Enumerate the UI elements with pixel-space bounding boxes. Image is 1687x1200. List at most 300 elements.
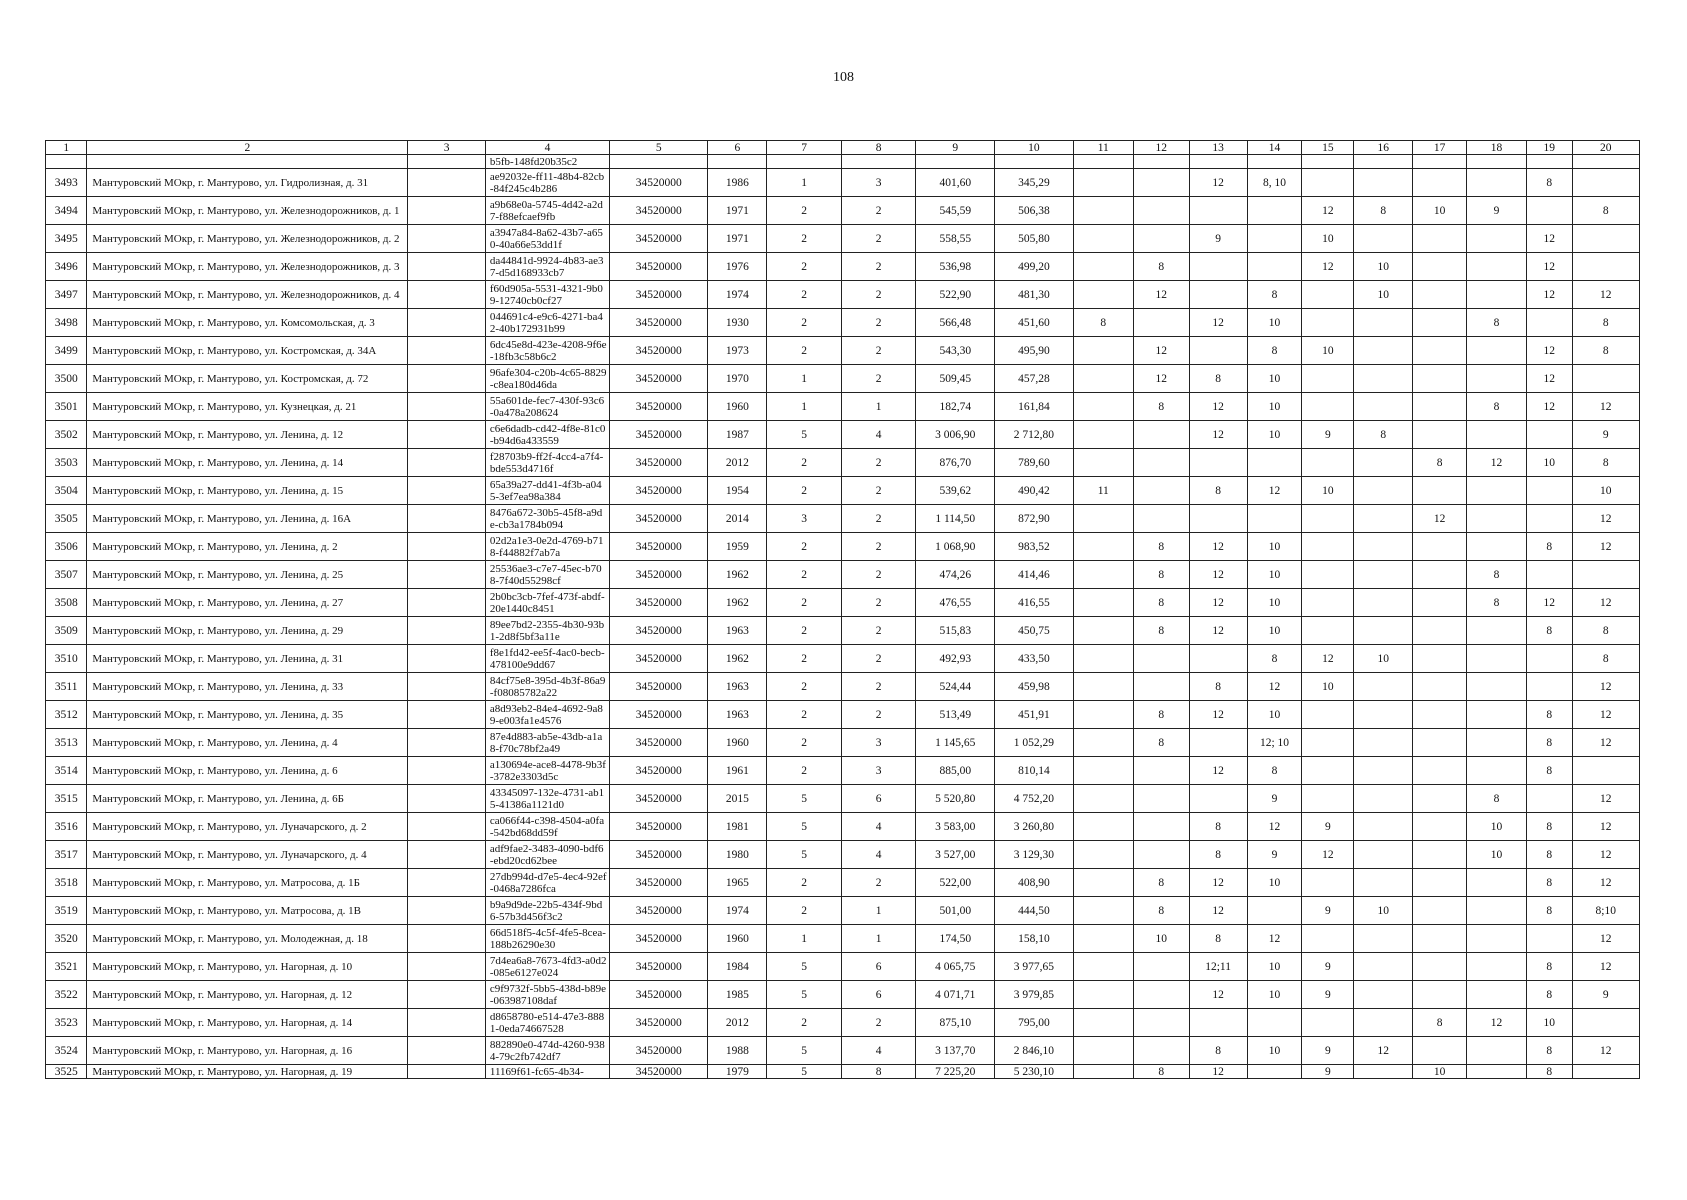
total-area: 513,49 [916,701,995,729]
build-year: 1960 [708,925,767,953]
cell [408,729,486,757]
cell-c14 [1247,1065,1302,1079]
cell [408,505,486,533]
column-number: 10 [995,141,1074,155]
living-area: 983,52 [995,533,1074,561]
cell-c13: 12 [1189,1065,1247,1079]
cell-c13: 8 [1189,813,1247,841]
cell-c20: 8 [1572,617,1639,645]
total-area: 545,59 [916,197,995,225]
empty-cell [916,155,995,169]
cell-c19 [1527,197,1573,225]
cell-c20 [1572,1009,1639,1037]
oktmo-code: 34520000 [610,617,708,645]
cell-c13: 12 [1189,617,1247,645]
column-number: 8 [841,141,916,155]
oktmo-code: 34520000 [610,673,708,701]
fias-guid: 66d518f5-4c5f-4fe5-8cea-188b26290e30 [485,925,609,953]
total-area: 539,62 [916,477,995,505]
cell-c15: 9 [1302,897,1354,925]
cell-c13: 12;11 [1189,953,1247,981]
column-number: 5 [610,141,708,155]
living-area: 3 260,80 [995,813,1074,841]
address: Мантуровский МОкр, г. Мантурово, ул. Ленина, д. 27 [87,589,408,617]
cell-c16 [1354,701,1413,729]
total-area: 876,70 [916,449,995,477]
cell-c16 [1354,953,1413,981]
cell [408,1065,486,1079]
cell-c18 [1467,1065,1527,1079]
empty-cell [1572,155,1639,169]
cell-c7: 5 [767,421,842,449]
cell-c20: 12 [1572,841,1639,869]
row-number: 3504 [46,477,87,505]
cell-c20: 12 [1572,589,1639,617]
build-year: 1974 [708,897,767,925]
cell-c11 [1073,617,1133,645]
fias-guid: f60d905a-5531-4321-9b09-12740cb0cf27 [485,281,609,309]
cell [408,673,486,701]
cell [408,757,486,785]
table-row [46,589,1640,617]
cell-c15 [1302,589,1354,617]
cell-c12: 8 [1133,897,1189,925]
total-area: 476,55 [916,589,995,617]
cell-c18 [1467,981,1527,1009]
cell-c20: 12 [1572,729,1639,757]
address: Мантуровский МОкр, г. Мантурово, ул. Железнодорожников, д. 2 [87,225,408,253]
living-area: 810,14 [995,757,1074,785]
cell-c19: 8 [1527,169,1573,197]
total-area: 522,00 [916,869,995,897]
living-area: 872,90 [995,505,1074,533]
cell-c15 [1302,729,1354,757]
cell-c18: 10 [1467,841,1527,869]
cell-c14: 12 [1247,477,1302,505]
total-area: 1 114,50 [916,505,995,533]
address: Мантуровский МОкр, г. Мантурово, ул. Нагорная, д. 16 [87,1037,408,1065]
cell [408,533,486,561]
fias-guid: b9a9d9de-22b5-434f-9bd6-57b3d456f3c2 [485,897,609,925]
cell [408,561,486,589]
cell-c8: 2 [841,309,916,337]
address: Мантуровский МОкр, г. Мантурово, ул. Матросова, д. 1Б [87,869,408,897]
oktmo-code: 34520000 [610,785,708,813]
column-number: 15 [1302,141,1354,155]
cell-c14: 8, 10 [1247,169,1302,197]
total-area: 4 071,71 [916,981,995,1009]
cell-c17 [1413,785,1467,813]
living-area: 490,42 [995,477,1074,505]
row-number: 3511 [46,673,87,701]
cell-c12 [1133,645,1189,673]
cell-c8: 2 [841,477,916,505]
address: Мантуровский МОкр, г. Мантурово, ул. Ленина, д. 25 [87,561,408,589]
total-area: 3 006,90 [916,421,995,449]
address: Мантуровский МОкр, г. Мантурово, ул. Молодежная, д. 18 [87,925,408,953]
cell-c18 [1467,925,1527,953]
table-row [46,869,1640,897]
cell-c8: 2 [841,225,916,253]
cell-c16 [1354,365,1413,393]
cell-c14: 10 [1247,365,1302,393]
column-number: 13 [1189,141,1247,155]
cell-c13: 12 [1189,869,1247,897]
oktmo-code: 34520000 [610,925,708,953]
fias-guid: c6e6dadb-cd42-4f8e-81c0-b94d6a433559 [485,421,609,449]
table-row [46,561,1640,589]
cell-c7: 2 [767,253,842,281]
cell-c7: 2 [767,281,842,309]
cell-c7: 5 [767,813,842,841]
cell-c20: 9 [1572,981,1639,1009]
cell-c13 [1189,197,1247,225]
table-row [46,225,1640,253]
cell-c13: 8 [1189,365,1247,393]
cell-c14: 8 [1247,281,1302,309]
cell-c16 [1354,449,1413,477]
table-row [46,253,1640,281]
fias-guid: 02d2a1e3-0e2d-4769-b718-f44882f7ab7a [485,533,609,561]
cell-c17 [1413,617,1467,645]
cell-c18 [1467,477,1527,505]
cell-c8: 4 [841,1037,916,1065]
address: Мантуровский МОкр, г. Мантурово, ул. Луначарского, д. 4 [87,841,408,869]
cell-c19 [1527,421,1573,449]
fias-guid: c9f9732f-5bb5-438d-b89e-063987108daf [485,981,609,1009]
row-number: 3495 [46,225,87,253]
column-number-header [46,141,1640,155]
cell-c17 [1413,841,1467,869]
empty-cell [1354,155,1413,169]
oktmo-code: 34520000 [610,253,708,281]
total-area: 401,60 [916,169,995,197]
fias-guid: a8d93eb2-84e4-4692-9a89-e003fa1e4576 [485,701,609,729]
fias-guid: 43345097-132e-4731-ab15-41386a1121d0 [485,785,609,813]
address: Мантуровский МОкр, г. Мантурово, ул. Ленина, д. 12 [87,421,408,449]
empty-cell [87,155,408,169]
table-row [46,1009,1640,1037]
fias-guid: 7d4ea6a8-7673-4fd3-a0d2-085e6127e024 [485,953,609,981]
cell [408,449,486,477]
cell-c15: 9 [1302,953,1354,981]
cell-c11 [1073,1037,1133,1065]
cell-c15 [1302,505,1354,533]
table-row [46,197,1640,225]
build-year: 1976 [708,253,767,281]
address: Мантуровский МОкр, г. Мантурово, ул. Нагорная, д. 14 [87,1009,408,1037]
cell-c12: 8 [1133,869,1189,897]
cell-c11 [1073,673,1133,701]
cell-c12: 12 [1133,365,1189,393]
empty-cell [841,155,916,169]
cell-c14: 8 [1247,645,1302,673]
cell-c18 [1467,897,1527,925]
fias-guid: adf9fae2-3483-4090-bdf6-ebd20cd62bee [485,841,609,869]
table-row [46,449,1640,477]
build-year: 1985 [708,981,767,1009]
table-row [46,393,1640,421]
cell-c13: 12 [1189,421,1247,449]
row-number: 3494 [46,197,87,225]
fias-guid: ae92032e-ff11-48b4-82cb-84f245c4b286 [485,169,609,197]
row-number: 3501 [46,393,87,421]
total-area: 3 527,00 [916,841,995,869]
oktmo-code: 34520000 [610,309,708,337]
table-row [46,281,1640,309]
cell-c17 [1413,225,1467,253]
table-row [46,617,1640,645]
cell-c19: 8 [1527,701,1573,729]
cell-c16: 8 [1354,421,1413,449]
cell-c7: 2 [767,589,842,617]
address: Мантуровский МОкр, г. Мантурово, ул. Ленина, д. 35 [87,701,408,729]
cell-c12 [1133,505,1189,533]
cell-c12: 8 [1133,561,1189,589]
cell-c13 [1189,505,1247,533]
cell-c16: 8 [1354,197,1413,225]
oktmo-code: 34520000 [610,449,708,477]
row-number: 3510 [46,645,87,673]
cell-c20: 12 [1572,953,1639,981]
living-area: 451,60 [995,309,1074,337]
cell-c7: 2 [767,1009,842,1037]
cell-c12 [1133,477,1189,505]
cell-c14: 12 [1247,673,1302,701]
empty-cell [408,155,486,169]
cell-c7: 3 [767,505,842,533]
cell-c11 [1073,981,1133,1009]
cell-c18 [1467,225,1527,253]
oktmo-code: 34520000 [610,421,708,449]
cell-c18 [1467,505,1527,533]
cell-c17 [1413,1037,1467,1065]
fias-guid: ca066f44-c398-4504-a0fa-542bd68dd59f [485,813,609,841]
cell-c7: 1 [767,365,842,393]
fias-guid: 89ee7bd2-2355-4b30-93b1-2d8f5bf3a11e [485,617,609,645]
table-row [46,421,1640,449]
build-year: 1971 [708,225,767,253]
cell-c7: 2 [767,673,842,701]
cell-c8: 4 [841,421,916,449]
table-row [46,813,1640,841]
cell-c15: 9 [1302,1037,1354,1065]
cell-c20: 8 [1572,645,1639,673]
cell-c16 [1354,589,1413,617]
build-year: 2014 [708,505,767,533]
row-number: 3503 [46,449,87,477]
empty-cell [610,155,708,169]
cell-c20 [1572,757,1639,785]
cell-c11: 8 [1073,309,1133,337]
cell-c14: 10 [1247,953,1302,981]
cell-c16: 10 [1354,253,1413,281]
cell-c17 [1413,869,1467,897]
row-number: 3518 [46,869,87,897]
cell-c8: 2 [841,337,916,365]
living-area: 1 052,29 [995,729,1074,757]
cell-c19: 8 [1527,533,1573,561]
cell-c20: 12 [1572,533,1639,561]
living-area: 433,50 [995,645,1074,673]
cell-c15 [1302,925,1354,953]
living-area: 481,30 [995,281,1074,309]
cell-c16 [1354,505,1413,533]
cell-c19: 8 [1527,617,1573,645]
cell-c14: 12; 10 [1247,729,1302,757]
cell-c17: 10 [1413,197,1467,225]
cell-c11 [1073,505,1133,533]
cell-c12: 8 [1133,617,1189,645]
oktmo-code: 34520000 [610,197,708,225]
cell-c19: 12 [1527,281,1573,309]
cell-c13 [1189,729,1247,757]
cell-c15: 10 [1302,225,1354,253]
table-row [46,785,1640,813]
cell-c11 [1073,197,1133,225]
page-number: 108 [833,70,854,85]
table-row [46,981,1640,1009]
cell-c18 [1467,533,1527,561]
cell-c12 [1133,785,1189,813]
fias-guid: 11169f61-fc65-4b34- [485,1065,609,1079]
cell-c14: 8 [1247,757,1302,785]
cell-c11 [1073,897,1133,925]
cell-c20: 8 [1572,197,1639,225]
row-number: 3523 [46,1009,87,1037]
cell [408,253,486,281]
cell-c20: 12 [1572,281,1639,309]
cell-c19: 8 [1527,1037,1573,1065]
cell-c13: 8 [1189,673,1247,701]
cell-c16 [1354,169,1413,197]
cell-c13 [1189,1009,1247,1037]
cell-c8: 2 [841,365,916,393]
cell-c15 [1302,365,1354,393]
total-area: 1 145,65 [916,729,995,757]
row-number: 3519 [46,897,87,925]
cell-c18: 8 [1467,785,1527,813]
empty-cell [1133,155,1189,169]
address: Мантуровский МОкр, г. Мантурово, ул. Ленина, д. 31 [87,645,408,673]
row-number: 3521 [46,953,87,981]
cell-c20: 8;10 [1572,897,1639,925]
total-area: 885,00 [916,757,995,785]
build-year: 1961 [708,757,767,785]
build-year: 1963 [708,701,767,729]
cell-c12 [1133,841,1189,869]
cell-c19: 12 [1527,589,1573,617]
living-area: 408,90 [995,869,1074,897]
total-area: 4 065,75 [916,953,995,981]
build-year: 1954 [708,477,767,505]
cell-c8: 2 [841,1009,916,1037]
oktmo-code: 34520000 [610,953,708,981]
empty-cell [1527,155,1573,169]
cell-c15: 12 [1302,253,1354,281]
cell-c18 [1467,281,1527,309]
cell-c18: 8 [1467,561,1527,589]
cell-c20: 12 [1572,785,1639,813]
cell-c8: 2 [841,505,916,533]
cell-c16 [1354,925,1413,953]
build-year: 1973 [708,337,767,365]
table-row [46,309,1640,337]
oktmo-code: 34520000 [610,869,708,897]
total-area: 474,26 [916,561,995,589]
cell-c19: 8 [1527,897,1573,925]
cell-c15: 9 [1302,813,1354,841]
total-area: 492,93 [916,645,995,673]
column-number: 6 [708,141,767,155]
cell-c18: 12 [1467,449,1527,477]
cell-c17 [1413,897,1467,925]
cell [408,197,486,225]
row-number: 3502 [46,421,87,449]
row-number: 3509 [46,617,87,645]
cell-c18 [1467,953,1527,981]
cell-c8: 2 [841,701,916,729]
cell-c12 [1133,953,1189,981]
oktmo-code: 34520000 [610,1065,708,1079]
table-row [46,729,1640,757]
cell-c16 [1354,981,1413,1009]
cell-c15 [1302,785,1354,813]
cell-c8: 1 [841,925,916,953]
cell-c15: 9 [1302,1065,1354,1079]
build-year: 1980 [708,841,767,869]
cell-c12: 8 [1133,701,1189,729]
cell-c18: 12 [1467,1009,1527,1037]
cell-c11 [1073,449,1133,477]
cell-c15 [1302,393,1354,421]
cell-c20 [1572,1065,1639,1079]
cell-c20 [1572,561,1639,589]
cell-c11 [1073,421,1133,449]
cell-c12: 8 [1133,1065,1189,1079]
build-year: 1981 [708,813,767,841]
cell-c14: 12 [1247,925,1302,953]
cell-c19: 12 [1527,365,1573,393]
cell-c17 [1413,981,1467,1009]
fias-guid: 55a601de-fec7-430f-93c6-0a478a208624 [485,393,609,421]
table-row [46,337,1640,365]
build-year: 1960 [708,729,767,757]
cell-c7: 1 [767,393,842,421]
cell-c11 [1073,281,1133,309]
fias-guid: 27db994d-d7e5-4ec4-92ef-0468a7286fca [485,869,609,897]
cell-c20: 12 [1572,869,1639,897]
cell-c19 [1527,477,1573,505]
cell-c12 [1133,757,1189,785]
cell-c18 [1467,337,1527,365]
cell-c20: 12 [1572,505,1639,533]
cell [408,309,486,337]
address: Мантуровский МОкр, г. Мантурово, ул. Ленина, д. 14 [87,449,408,477]
cell [408,1009,486,1037]
cell-c15: 9 [1302,421,1354,449]
fias-guid: a9b68e0a-5745-4d42-a2d7-f88efcaef9fb [485,197,609,225]
cell-c7: 5 [767,1065,842,1079]
living-area: 451,91 [995,701,1074,729]
cell [408,897,486,925]
address: Мантуровский МОкр, г. Мантурово, ул. Ленина, д. 29 [87,617,408,645]
cell-c12: 12 [1133,281,1189,309]
empty-cell [1467,155,1527,169]
empty-cell [46,155,87,169]
column-number: 20 [1572,141,1639,155]
fias-guid: b5fb-148fd20b35c2 [485,155,609,169]
